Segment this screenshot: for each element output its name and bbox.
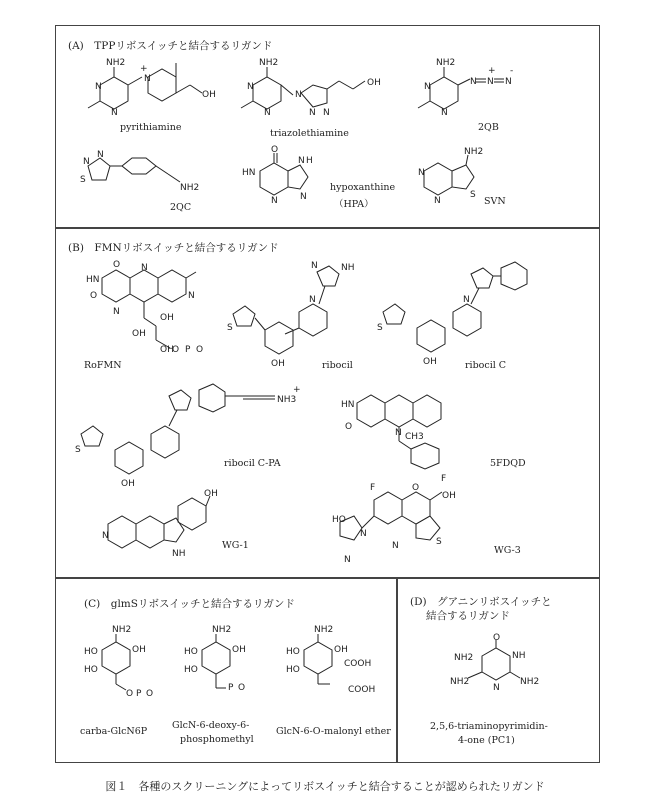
2qb-structure [410,55,540,130]
rofmn-oh1: OH [160,313,174,323]
wg-3-n2: N [392,541,399,551]
panel-b-title: (B) FMNリボスイッチと結合するリガンド [68,242,279,254]
rofmn-n3: N [188,291,195,301]
carba-o2: O [146,689,154,699]
triazolethiamine-n4: N [309,108,316,118]
ribocil-n2: N [309,295,316,305]
ribocil-label: ribocil [322,360,353,371]
svn-label: SVN [484,196,506,207]
triazolethiamine-nh2: NH2 [259,58,279,68]
ribocil-c-pa-structure [75,378,310,488]
pyrithiamine-n3: N [144,74,151,84]
wg-3-n3: N [344,555,351,565]
2qc-structure [70,148,220,208]
2qb-n1: N [424,82,431,92]
svn-nh2: NH2 [464,147,484,157]
ribocil-c-label: ribocil C [465,360,507,371]
pyrithiamine-n2: N [111,108,118,118]
ribocil-c-pa-oh: OH [121,479,135,489]
pc1-nh2-1: NH2 [454,653,474,663]
hypoxanthine-h: H [306,156,313,166]
glcn-deoxy-nh2: NH2 [212,625,232,635]
ribocil-s: S [227,323,233,333]
panel-a-title: (A) TPPリボスイッチと結合するリガンド [68,40,273,52]
triazolethiamine-n5: N [323,108,330,118]
hypoxanthine-o: O [271,145,279,155]
rofmn-oh2: OH [132,329,146,339]
glcn-deoxy-p: P [228,683,234,693]
ribocil-c-pa-nh3: NH3 [277,395,297,405]
wg-1-label: WG-1 [222,540,249,551]
hypoxanthine-structure [240,145,330,215]
triazolethiamine-structure [235,55,395,130]
triazolethiamine-n2: N [264,108,271,118]
ribocil-structure [225,260,395,370]
ribocil-c-pa-label: ribocil C-PA [224,458,281,469]
carba-p: P [136,689,142,699]
glcn-6-o-malonyl-structure [274,622,389,707]
rofmn-hn: HN [86,275,100,285]
pc1-nh2-3: NH2 [520,677,540,687]
hypoxanthine-hn: HN [242,168,256,178]
pc1-label-2: 4-one (PC1) [458,735,515,746]
2qc-label: 2QC [170,202,192,213]
wg-3-o: O [412,483,420,493]
ribocil-c-s: S [377,323,383,333]
wg-1-n1: N [102,531,109,541]
carba-glcn6p-label: carba-GlcN6P [80,726,148,737]
5fdqd-n: N [395,428,402,438]
ribocil-nh: NH [341,263,355,273]
carba-nh2: NH2 [112,625,132,635]
rofmn-oh3: OH [160,345,174,355]
rofmn-n2: N [141,263,148,273]
pc1-o: O [493,633,501,643]
5fdqd-structure [335,385,475,490]
wg-3-n1: N [360,529,367,539]
2qb-n2: N [441,108,448,118]
glcn-deoxy-ho2: HO [184,665,198,675]
triazolethiamine-oh: OH [367,78,381,88]
hypoxanthine-n1: N [271,196,278,206]
pc1-nh: NH [512,651,526,661]
5fdqd-f: F [441,474,447,484]
glcn-6-o-malonyl-label: GlcN-6-O-malonyl ether [276,726,391,737]
ribocil-c-structure [375,258,545,368]
5fdqd-o: O [345,422,353,432]
rofmn-label: RoFMN [84,360,122,371]
rofmn-o1: O [113,260,121,270]
pc1-nh2-2: NH2 [450,677,470,687]
pyrithiamine-label: pyrithiamine [120,122,182,133]
2qc-s: S [80,175,86,185]
wg-3-ho: HO [332,515,346,525]
glcn-deoxy-oh: OH [232,645,246,655]
rofmn-o4: O [196,345,204,355]
hypoxanthine-label: hypoxanthine [330,182,396,193]
rofmn-n1: N [113,307,120,317]
wg-1-oh: OH [204,489,218,499]
triazolethiamine-n1: N [247,82,254,92]
carba-glcn6p-structure [72,622,172,707]
wg-3-s: S [436,537,442,547]
carba-o: O [126,689,134,699]
ribocil-c-oh: OH [423,357,437,367]
wg-1-nh: NH [172,549,186,559]
2qb-label: 2QB [478,122,499,133]
malonyl-nh2: NH2 [314,625,334,635]
5fdqd-label: 5FDQD [490,458,526,469]
pyrithiamine-n1: N [95,82,102,92]
ribocil-c-pa-plus: + [293,385,301,395]
svn-n1: N [418,168,425,178]
wg-1-structure [100,490,220,565]
2qc-n2: N [97,150,104,160]
hpa-label: （HPA） [334,199,374,210]
pyrithiamine-nh2: NH2 [106,58,126,68]
pyrithiamine-plus: + [140,64,148,74]
svn-n2: N [434,196,441,206]
wg-3-structure [330,482,490,574]
carba-ho2: HO [84,665,98,675]
figure-caption: 図１ 各種のスクリーニングによってリボスイッチと結合することが認められたリガンド [105,780,545,793]
glcn-6-deoxy-label: GlcN-6-deoxy-6- [172,720,250,731]
2qc-nh2: NH2 [180,183,200,193]
wg-3-label: WG-3 [494,545,521,556]
rofmn-o3: O [172,345,180,355]
rofmn-p: P [185,345,191,355]
carba-ho1: HO [84,647,98,657]
2qb-nh2: NH2 [436,58,456,68]
panel-c-title: (C) glmSリボスイッチと結合するリガンド [84,598,295,610]
2qb-plus: + [488,66,496,76]
pc1-structure [438,633,548,706]
rofmn-o2: O [90,291,98,301]
ribocil-c-pa-s: S [75,445,81,455]
malonyl-ho1: HO [286,647,300,657]
ribocil-oh: OH [271,359,285,369]
hypoxanthine-n3: N [300,192,307,202]
malonyl-ho2: HO [286,665,300,675]
2qb-n3: N [470,77,477,87]
5fdqd-ch3: CH3 [405,432,424,442]
pc1-label: 2,5,6-triaminopyrimidin- [430,721,548,732]
triazolethiamine-n3: N [295,90,302,100]
malonyl-cooh1: COOH [344,659,372,669]
hypoxanthine-n2: N [298,156,305,166]
ribocil-c-n1: N [463,295,470,305]
pyrithiamine-structure [70,55,220,130]
pyrithiamine-oh: OH [202,90,216,100]
glcn-deoxy-ho1: HO [184,647,198,657]
svn-s: S [470,190,476,200]
glcn-6-deoxy-structure [172,622,272,707]
malonyl-cooh2: COOH [348,685,376,695]
rofmn-structure [72,258,242,358]
2qc-n1: N [83,157,90,167]
ribocil-n1: N [311,261,318,271]
panel-d-title-2: 結合するリガンド [426,610,510,622]
carba-oh: OH [132,645,146,655]
pc1-n: N [493,683,500,693]
panel-d-title-1: (D) グアニンリボスイッチと [410,596,552,608]
wg-3-f: F [370,483,376,493]
triazolethiamine-label: triazolethiamine [270,128,349,139]
2qb-minus: - [510,66,514,76]
wg-3-oh: OH [442,491,456,501]
glcn-deoxy-o: O [238,683,246,693]
2qb-n5: N [505,77,512,87]
malonyl-oh: OH [334,645,348,655]
glcn-6-deoxy-label-2: phosphomethyl [180,734,254,745]
2qb-n4: N [487,77,494,87]
5fdqd-hn: HN [341,400,355,410]
